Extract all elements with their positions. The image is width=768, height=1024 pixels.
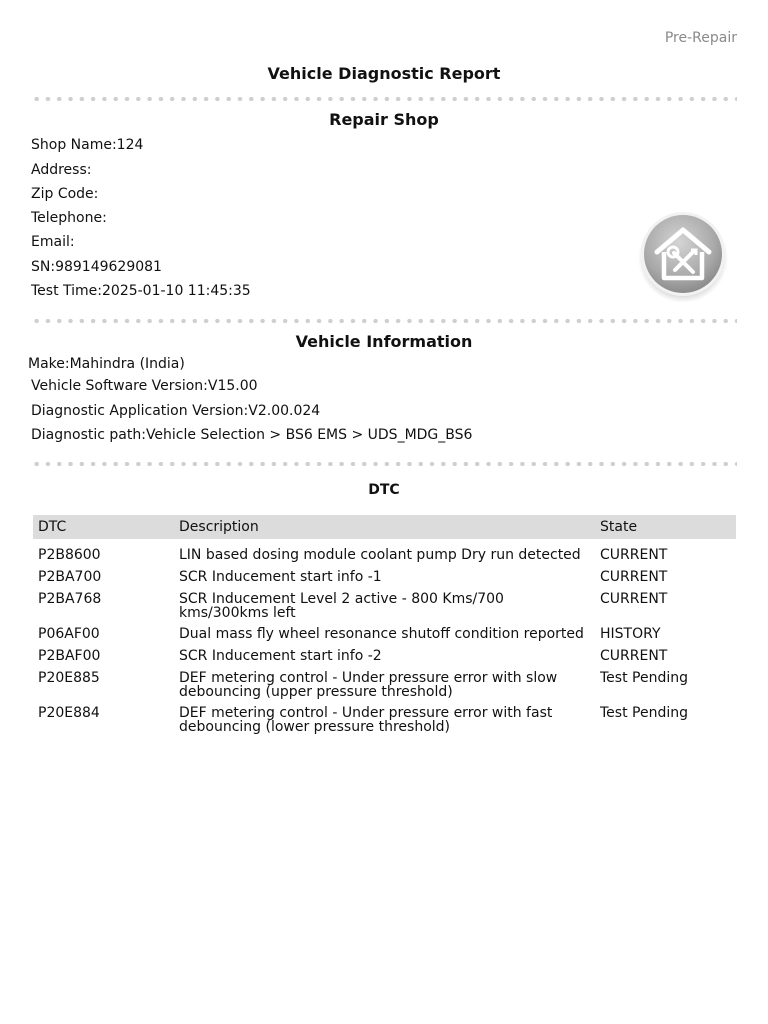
shop-telephone: Telephone:	[31, 210, 107, 226]
dotted-divider	[31, 462, 737, 466]
dtc-description: SCR Inducement Level 2 active - 800 Kms/700 kms/300kms left	[179, 591, 504, 621]
dtc-state: CURRENT	[600, 591, 668, 607]
dtc-state: Test Pending	[600, 670, 688, 686]
table-row	[33, 592, 736, 627]
dtc-state: CURRENT	[600, 569, 668, 585]
dtc-code: P20E885	[38, 670, 100, 686]
shop-address: Address:	[31, 162, 92, 178]
dtc-table-body	[33, 548, 736, 741]
dtc-code: P2BA768	[38, 591, 102, 607]
dotted-divider	[31, 319, 737, 323]
shop-serial-number: SN:989149629081	[31, 259, 162, 275]
column-header-dtc: DTC	[38, 519, 67, 535]
shop-name: Shop Name:124	[31, 137, 144, 153]
dtc-state: CURRENT	[600, 547, 668, 563]
dtc-code: P2BA700	[38, 569, 102, 585]
dtc-description: DEF metering control - Under pressure error with fast debouncing (lower pressure threshold)	[179, 705, 553, 735]
vehicle-software-version: Vehicle Software Version:V15.00	[31, 378, 258, 394]
table-row	[33, 548, 736, 570]
dtc-code: P20E884	[38, 705, 100, 721]
dtc-state: CURRENT	[600, 648, 668, 664]
column-header-description: Description	[179, 519, 259, 535]
dtc-description: SCR Inducement start info -1	[179, 569, 382, 585]
dtc-description: LIN based dosing module coolant pump Dry run detected	[179, 547, 581, 563]
diagnostic-app-version: Diagnostic Application Version:V2.00.024	[31, 403, 321, 419]
dtc-description: SCR Inducement start info -2	[179, 648, 382, 664]
report-title: Vehicle Diagnostic Report	[267, 64, 501, 83]
shop-zip-code: Zip Code:	[31, 186, 99, 202]
dotted-divider	[31, 97, 737, 101]
column-header-state: State	[600, 519, 638, 535]
dtc-table-header	[33, 515, 736, 539]
shop-email: Email:	[31, 234, 75, 250]
dtc-description: DEF metering control - Under pressure error with slow debouncing (upper pressure threshold)	[179, 670, 558, 700]
repair-house-icon	[636, 208, 730, 302]
diagnostic-path: Diagnostic path:Vehicle Selection > BS6 EMS > UDS_MDG_BS6	[31, 427, 473, 443]
table-row	[33, 627, 736, 649]
dtc-state: Test Pending	[600, 705, 688, 721]
table-row	[33, 570, 736, 592]
dtc-code: P2BAF00	[38, 648, 101, 664]
dtc-description: Dual mass fly wheel resonance shutoff condition reported	[179, 626, 584, 642]
repair-shop-heading: Repair Shop	[329, 110, 439, 129]
table-row	[33, 649, 736, 671]
report-status-tag: Pre-Repair	[664, 30, 737, 46]
dtc-state: HISTORY	[600, 626, 661, 642]
dtc-table	[33, 515, 736, 741]
table-row	[33, 706, 736, 741]
dtc-code: P2B8600	[38, 547, 101, 563]
dtc-heading: DTC	[368, 482, 400, 498]
vehicle-info-heading: Vehicle Information	[295, 332, 473, 351]
dtc-code: P06AF00	[38, 626, 100, 642]
table-row	[33, 671, 736, 706]
test-time: Test Time:2025-01-10 11:45:35	[31, 283, 251, 299]
vehicle-make: Make:Mahindra (India)	[28, 356, 185, 372]
